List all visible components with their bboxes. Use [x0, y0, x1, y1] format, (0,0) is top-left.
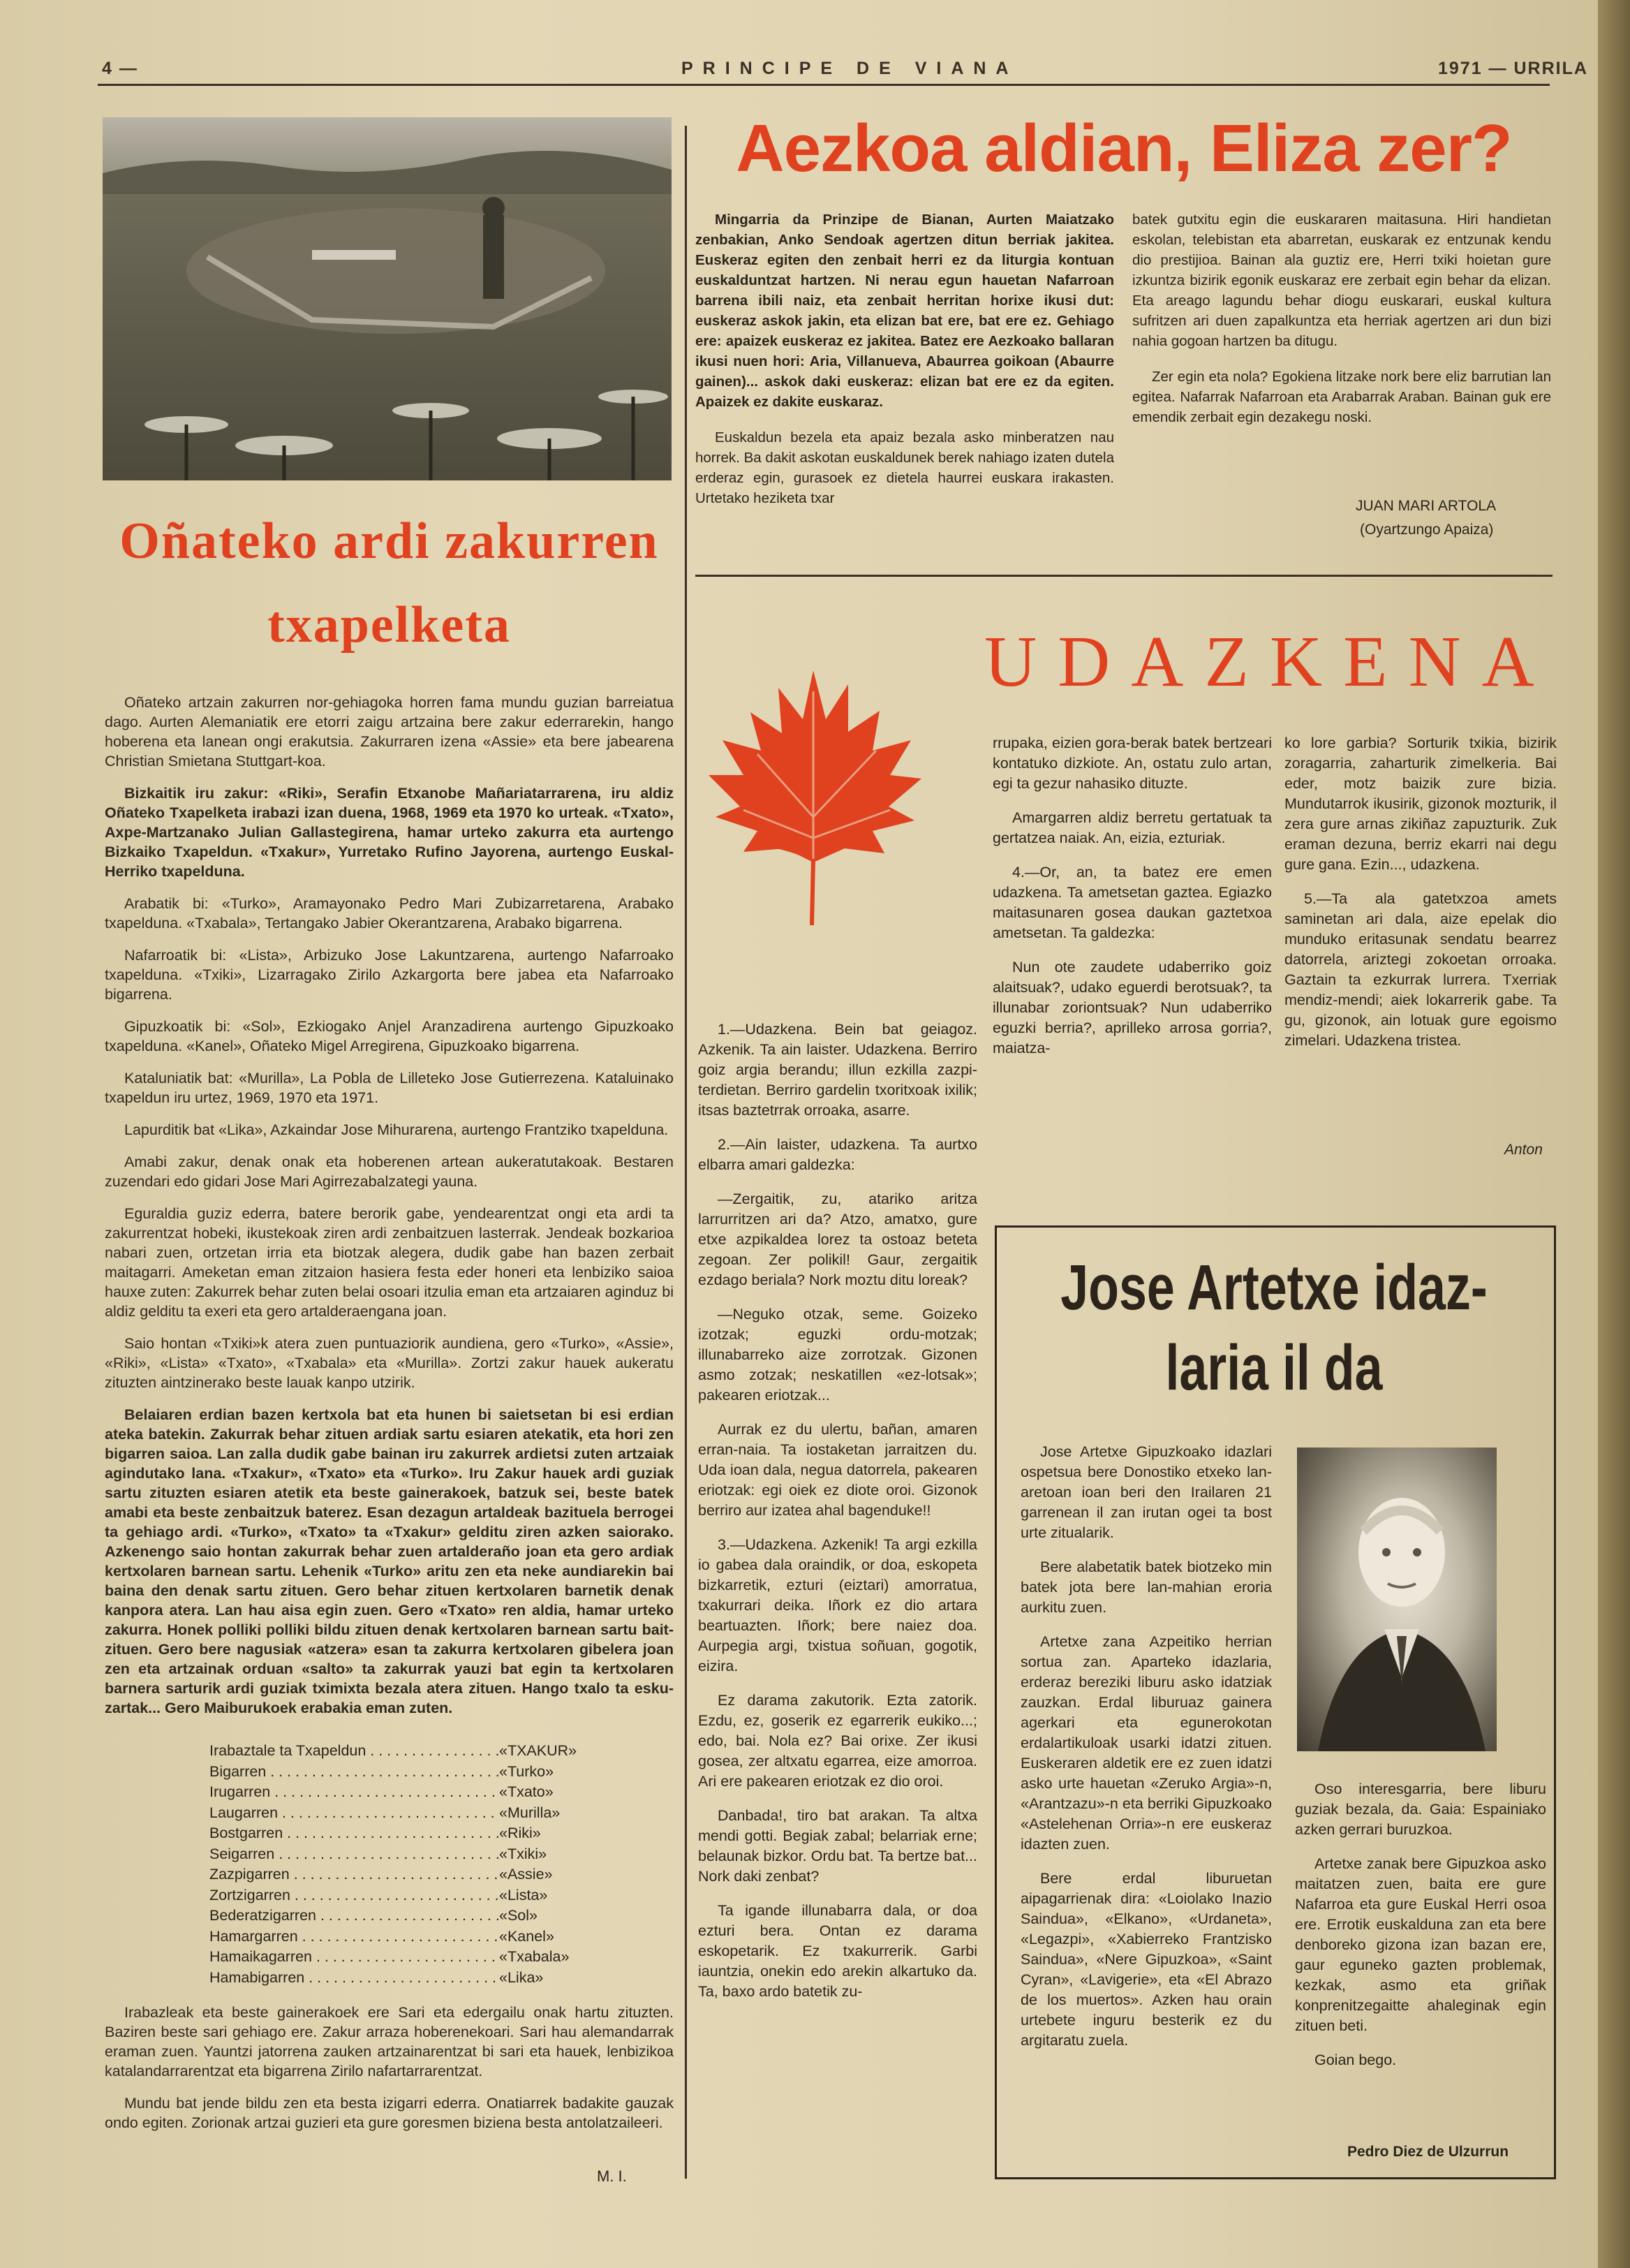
- udazkena-col1: [698, 1019, 977, 2002]
- ranking-dog: «Txiki»: [499, 1845, 547, 1862]
- aezkoa-paragraph: Zer egin eta nola? Egokiena litzake nork bere eliz barrutian lan egitea. Nafarrak Nafarroan eta Arabarrak Araban. Bainan guk ere emendik zerbait egin dezakegu noski.: [1132, 369, 1551, 425]
- sheepdog-photo: [103, 117, 672, 480]
- udazkena-paragraph: 2.—Ain laister, udazkena. Ta aurtxo elbarra amari galdezka:: [698, 1136, 977, 1173]
- udazkena-paragraph: rrupaka, eizien gora-berak batek bertzeari kontatuko dizkiote. An, ostatu zulo artan, egi ta gezur nahasiko dituzte.: [993, 735, 1272, 792]
- onate-closing-paragraph: Mundu bat jende bildu zen eta besta izigarri ederra. Onatiarrek badakite gauzak ondo egiten. Zorionak artzai guzieri eta gure goresmen biziena besta antolatzaileeri.: [105, 2095, 674, 2131]
- udazkena-paragraph: Amargarren aldiz berretu gertatuak ta gertatzea naiak. An, eizia, ezturiak.: [993, 809, 1272, 846]
- ranking-place: Bostgarren . . .: [209, 1823, 499, 1844]
- aezkoa-title: Aezkoa aldian, Eliza zer?: [736, 111, 1512, 186]
- ranking-row: [209, 1844, 642, 1865]
- ranking-dog: «Lista»: [499, 1886, 548, 1904]
- ranking-place: Seigarren . . .: [209, 1844, 499, 1865]
- page-number: 4 —: [102, 59, 138, 78]
- portrait-illustration: [1297, 1448, 1497, 1751]
- ranking-row: [209, 1762, 642, 1783]
- udazkena-paragraph: —Neguko otzak, seme. Goizeko izotzak; eguzki ordu-motzak; illunabarreko aize zorrotzak. Gizonen asmo zotzak; neskatillen «ez-lotsak»; pakearen eriotzak...: [698, 1306, 977, 1404]
- ranking-dog: «Murilla»: [499, 1804, 561, 1821]
- page-edge: [1598, 0, 1630, 2268]
- aezkoa-paragraph: batek gutxitu egin die euskararen maitasuna. Hiri handietan eskolan, telebistan eta abarretan, euskarak ez entzunak kendu dio prestijioa. Bainan ala guztiz ere, Herri txiki hoietan gure izkuntza bizirik egonik euskaraz ere zerbait egin behar da elizan. Eta areago lagundu behar diogu euskarari, euskal kultura sufritzen ari duen zapalkuntza eta herriak agertzen ari dun bizi nahia gogoan hartzen ba ditugu.: [1132, 212, 1551, 349]
- onate-paragraph: Nafarroatik bi: «Lista», Arbizuko Jose Lakuntzarena, aurtengo Nafarroako txapelduna. «Txiki», Lizarragako Zirilo Azkargorta bere jabea eta Nafarroako bigarrena.: [105, 947, 674, 1003]
- aezkoa-col2: [1132, 209, 1551, 427]
- ranking-place: Irabaztale ta Txapeldun . . .: [209, 1741, 499, 1762]
- aezkoa-author-note: (Oyartzungo Apaiza): [1360, 522, 1494, 538]
- onate-paragraph: Amabi zakur, denak onak eta hoberenen artean aukeratutakoak. Bestaren zuzendari edo gidari Jose Mari Agirrezabalzategi yauna.: [105, 1154, 674, 1190]
- ranking-place: Zortzigarren . . .: [209, 1885, 499, 1906]
- artetxe-paragraph: Oso interesgarria, bere liburu guziak bezala, da. Gaia: Espainiako azken gerrari buruzkoa.: [1295, 1781, 1546, 1838]
- ranking-dog: «TXAKUR»: [499, 1742, 577, 1759]
- ranking-place: Bederatzigarren . . .: [209, 1906, 499, 1927]
- onate-closing-paragraph: Irabazleak eta beste gainerakoek ere Sari eta edergailu onak hartu zituzten. Baziren beste sari gehiago ere. Zakur arraza hoberenekoari. Sari hau alemandarrak eraman zuen. Yauntzi jatorrena zauken artzainarentzat bi sari eta hauek, lenbizikoa katalandarrarentzat eta bigarrena Zirilo nafartarrarentzat.: [105, 2004, 674, 2079]
- ranking-dog: «Lika»: [499, 1968, 544, 1986]
- udazkena-paragraph: Danbada!, tiro bat arakan. Ta altxa mendi gotti. Begiak zabal; belarriak erne; belaunak bizkor. Ordu bat. Ta bertze bat... Nork daki zenbat?: [698, 1807, 977, 1885]
- udazkena-paragraph: Ez darama zakutorik. Ezta zatorik. Ezdu, ez, goserik ez egarrerik eukiko...; edo, bai. Nola ez? Bai orixe. Zer ikusi gosea, zer altxatu egarrea, eize amorroa. Ari ere pakearen eriotzak ez dio oroi.: [698, 1692, 977, 1790]
- ranking-table: [209, 1741, 642, 1988]
- artetxe-signature: Pedro Diez de Ulzurrun: [1347, 2144, 1509, 2160]
- aezkoa-author: JUAN MARI ARTOLA: [1356, 498, 1497, 514]
- artetxe-paragraph: Artetxe zanak bere Gipuzkoa asko maitatzen zuen, baita ere gure Nafarroa eta gure Euskal Herri osoa ere. Errotik euskalduna zan eta bere denboreko gizona izan bazan ere, gaur eguneko gazten problemak, kezkak, asmo eta griñak konprenitzegaitte ahaleginak egin zituen beti.: [1295, 1855, 1546, 2034]
- ranking-place: Zazpigarren . . .: [209, 1864, 499, 1885]
- onate-paragraph: Eguraldia guziz ederra, batere berorik gabe, yendearentzat ongi eta ardi ta zakurrentzat hobeki, ikustekoak ziren ardi zenbaitzuen lasterrak. Jendeak bozkarioa nabari zuen, ortzetan irria eta biotzak alegera, dudik gabe han bazen zerbait maitagarri. Ameketan eman zitzaion hasiera festa eder honeri eta lenbiziko saioa hauxe zuten: Zakurrek behar zuten belai osoari itzulia eman eta artzaiaren aginduz bi aldiz gelditu ta exeri eta gero artalderaengana joan.: [105, 1205, 674, 1320]
- ranking-row: [209, 1823, 642, 1844]
- artetxe-col1: [1021, 1442, 1272, 2051]
- udazkena-signature: Anton: [1504, 1142, 1543, 1158]
- onate-title-line1: Oñateko ardi zakurren: [119, 513, 659, 570]
- ranking-dog: «Assie»: [499, 1866, 553, 1883]
- ranking-row: [209, 1885, 642, 1906]
- onate-signature: M. I.: [597, 2167, 627, 2185]
- udazkena-paragraph: Nun ote zaudete udaberriko goiz alaitsuak?, udako eguerdi berotsuak?, ta illunabar zoriontsuak? Nun udaberriko eguzki berria?, aprilleko arrosa gorria?, maiatza-: [993, 959, 1272, 1056]
- onate-title-line2: txapelketa: [267, 596, 511, 654]
- aezkoa-bottom-rule: [695, 575, 1553, 577]
- ranking-dog: «Sol»: [499, 1907, 538, 1924]
- artetxe-paragraph: Goian bego.: [1314, 2052, 1397, 2068]
- aezkoa-col1: [695, 209, 1114, 508]
- udazkena-title: UDAZKENA: [984, 621, 1555, 702]
- onate-closing: [105, 2003, 674, 2145]
- ranking-place: Laugarren . . .: [209, 1803, 499, 1824]
- aezkoa-paragraph: Euskaldun bezela eta apaiz bezala asko minberatzen nau horrek. Ba dakit askotan euskaldunek berek nahiago izaten dutela erderaz egin, gurasoek ez dietela haurrei euskara irakasten. Urtetako heziketa txar: [695, 429, 1114, 506]
- udazkena-paragraph: 1.—Udazkena. Bein bat geiagoz. Azkenik. Ta ain laister. Udazkena. Berriro goiz argia berandu; illun ezkilla zazpi-terdietan. Berriro gardelin txoritxoak ixilik; itsas baztetrrak orroaka, asarre.: [698, 1021, 977, 1119]
- onate-paragraph: Saio hontan «Txiki»k atera zuen puntuaziorik aundiena, gero «Turko», «Assie», «Riki», «Lista» «Txato», «Txabala» eta «Murilla». Zortzi zakur hauek aukeratu zituzten aintzinerako beste lauak kanpo utzirik.: [105, 1335, 674, 1391]
- ranking-row: [209, 1968, 642, 1989]
- onate-paragraph: Oñateko artzain zakurren nor-gehiagoka horren fama mundu guzian barreiatua dago. Aurten Alemaniatik ere etorri zaigu artzaina bere zakur ederrarekin, hango hoberena eta lanean ongi erakutsia. Zakurraren izena «Assie» eta bere jabearena Christian Smietana Stuttgart-koa.: [105, 694, 674, 770]
- udazkena-paragraph: Aurrak ez du ulertu, bañan, amaren erran-naia. Ta iostaketan jarraitzen du. Uda ioan dala, negua datorrela, pakearen eriotzak: egi oiek ez diote oroi. Gizonok berriro aur izatea ahal bagenduke!!: [698, 1421, 977, 1519]
- ranking-place: Irugarren . . .: [209, 1782, 499, 1803]
- artetxe-paragraph: Artetxe zana Azpeitiko herrian sortua zan. Aparteko idazlaria, erderaz bereziki liburu asko idatziak zauzkan. Erdal liburuaz gainera agerkari eta egunerokotan erdalartikuloak usarki idatzi zituen. Euskeraren aldetik ere ez zuen idatzi asko urte hauetan «Zeruko Argia»-n, «Arantzazu»-n eta berriki Gipuzkoako «Astelehenan Orria»-n ere euskeraz idazten zuen.: [1021, 1633, 1272, 1853]
- artetxe-portrait: [1297, 1448, 1497, 1751]
- ranking-dog: «Riki»: [499, 1825, 541, 1841]
- udazkena-paragraph: Ta igande illunabarra dala, or doa ezturi bera. Ontan ez darama eskopetarik. Ez txakurrerik. Garbi iauntzia, onekin edo arekin alkartuko da. Ta, baxo ardo batetik zu-: [698, 1902, 977, 2000]
- udazkena-paragraph: 4.—Or, an, ta batez ere emen udazkena. Ta ametsetan gaztea. Egiazko maitasunaren gosea daukan gaztetxoa ametsetan. Ta galdezka:: [993, 864, 1272, 941]
- udazkena-col3: [1284, 733, 1557, 1051]
- onate-paragraph: Bizkaitik iru zakur: «Riki», Serafin Etxanobe Mañariatarrarena, iru aldiz Oñateko Txapelketa irabazi izan duena, 1968, 1969 eta 1970 ko urteak. «Txato», Axpe-Martzanako Julian Gallastegirena, hamar urteko zakurra eta aurtengo Bizkaiko Txapeldun. «Txakur», Yurretako Rufino Jayorena, aurtengo Euskal-Herriko txapelduna.: [105, 785, 674, 880]
- artetxe-paragraph: Jose Artetxe Gipuzkoako idazlari ospetsua bere Donostiko etxeko lan-aretoan ioan beri den Irailaren 21 garrenean il zan irutan ogei ta bost urte zitualarik.: [1021, 1443, 1272, 1541]
- ranking-place: Hamabigarren . . .: [209, 1968, 499, 1989]
- ranking-row: [209, 1803, 642, 1824]
- artetxe-title-line1: Jose Artetxe idaz-: [1060, 1252, 1488, 1323]
- ranking-row: [209, 1906, 642, 1927]
- udazkena-paragraph: ko lore garbia? Sorturik txikia, bizirik zoragarria, zaharturik zimelkeria. Bai eder, motz baizik zure bizia. Mundutarrok ikusirik, gizonok mozturik, il zera gure arnas zikiñaz zapuzturik. Zuk eraman dezuna, berriz ekarri nai degu gure gana. Ezin..., udazkena.: [1284, 735, 1557, 873]
- udazkena-paragraph: 5.—Ta ala gatetxzoa amets saminetan ari dala, aize epelak dio munduko eritasunak sendatu bearrez datorrela, ariztegi zokoetan orroaka. Gaztain ta ezkurrak lurrera. Txerriak mendiz-mendi; aiek lokarrerik gabe. Ta gu, gizonok, ain lotuak gure egoismo zimelari. Udazkena tristea.: [1284, 890, 1557, 1049]
- artetxe-title-line2: laria il da: [1165, 1332, 1383, 1404]
- udazkena-col2: [993, 733, 1272, 1059]
- ranking-header-row: [209, 1741, 642, 1762]
- ranking-place: Bigarren . . .: [209, 1762, 499, 1783]
- ranking-row: [209, 1947, 642, 1968]
- onate-paragraph: Kataluniatik bat: «Murilla», La Pobla de Lilleteko Jose Gutierrezena. Kataluinako txapeldun iru urtez, 1969, 1970 eta 1971.: [105, 1070, 674, 1106]
- publication-name: PRINCIPE DE VIANA: [681, 59, 1018, 78]
- ranking-row: [209, 1864, 642, 1885]
- ranking-dog: «Txato»: [499, 1783, 554, 1800]
- ranking-place: Hamargarren . . .: [209, 1927, 499, 1947]
- onate-article-body: [105, 693, 674, 1730]
- ranking-dog: «Kanel»: [499, 1927, 554, 1945]
- ranking-dog: «Txabala»: [499, 1948, 570, 1965]
- artetxe-paragraph: Bere alabetatik batek biotzeko min batek jota bere lan-mahian eroria aurkitu zuen.: [1021, 1559, 1272, 1616]
- ranking-dog: «Turko»: [499, 1762, 554, 1780]
- ranking-place: Hamaikagarren . . .: [209, 1947, 499, 1968]
- onate-paragraph: Gipuzkoatik bi: «Sol», Ezkiogako Anjel Aranzadirena aurtengo Gipuzkoako txapelduna. «Kanel», Oñateko Migel Arregirena, Gipuzkoako bigarrena.: [105, 1018, 674, 1054]
- artetxe-paragraph: Bere erdal liburuetan aipagarrienak dira: «Loiolako Inazio Saindua», «Elkano», «Urdaneta», «Legazpi», «Xabierreko Frantzisko Saindua», «Nere Gipuzkoa», «Saint Cyran», «Lavigerie», eta «El Abrazo de los muertos». Azken hau orain urtebete inguru besterik ez du argitaratu zuela.: [1021, 1870, 1272, 2049]
- maple-leaf-illustration: [702, 608, 925, 936]
- ranking-row: [209, 1782, 642, 1803]
- udazkena-paragraph: —Zergaitik, zu, atariko aritza larrurritzen ari da? Atzo, amatxo, gure etxe azpikaldea lorez ta ostoaz beteta zegoan. Zer polikil! Gaur, zergaitik ezdago beriala? Nork moztu ditu loreak?: [698, 1191, 977, 1288]
- onate-paragraph: Lapurditik bat «Lika», Azkaindar Jose Mihurarena, aurtengo Frantziko txapelduna.: [124, 1121, 669, 1138]
- aezkoa-paragraph: Mingarria da Prinzipe de Bianan, Aurten Maiatzako zenbakian, Anko Sendoak agertzen ditun berriak jakitea. Euskeraz egiten den zenbait herri ez da liturgia kontuan euskalduntzat hartzen. Ni nerau egun hauetan Nafarroan barrena ibili naiz, eta zenbait herritan horixe ikusi dut: euskeraz askok jakin, eta elizan bat ere, bat ere ez. Gehiago ere: apaizek euskeraz ez jakitea. Batez ere Aezkoako ballaran ikusi nuen hori: Aria, Villanueva, Abaurrea goikoan (Abaurre gainen)... askok daki euskeraz: elizan bat ere ez da egiten. Apaizek ez dakite euskaraz.: [695, 212, 1114, 410]
- column-rule-left: [685, 126, 687, 2179]
- artetxe-col2: [1295, 1779, 1546, 2070]
- onate-paragraph: Belaiaren erdian bazen kertxola bat eta hunen bi saietsetan bi esi erdian ateka batekin. Zakurrak behar zituen ardiak sartu esiaren atekatik, eta hori zen bigarren saioa. Lan zalla dudik gabe bainan iru zakurrek ardietsi zuten artzaiak agindutako lana. «Txakur», «Txato» eta «Turko». Iru Zakur hauek ardi guziak sartu zituzten esiaren atetik eta beste gainerakoek, batzuk sei, beste batek amabi eta beste zenbaitzuk baterez. Esan dezagun artaldeak bazituela berrogei ta gehiago ardi. «Turko», «Txato» ta «Txakur» gelditu ziren azken saiorako. Azkenengo saio hontan zakurrak behar zuen artalderaño joan eta gero ardiak kertxolaren barnean sartu. Lehenik «Turko» aritu zen eta neke aundiarekin bai baina den denak sartu zituen. Gero behar zituen kertxolaren barnetik denak kanpora atera. Lan hau aisa egin zuen. Gero «Txato» ren aldia, hamar urteko zakurra. Honek polliki polliki bildu zituen denak kertxolaren barnean sartu bait-zituen. Gero bere nagusiak «atzera» esan ta zakurra kertxolaren gibelera joan zen eta artzainak orduan «salto» ta zakurrak yauzi bat egin ta kertxolaren barnera sarturik ardi guziak tximixta bezala atera zituen. Hango txalo ta esku-zartak... Gero Maiburukoek erabakia eman zuten.: [105, 1406, 674, 1716]
- photo-illustration: [103, 117, 672, 480]
- issue-date: 1971 — URRILA: [1438, 59, 1588, 78]
- ranking-row: [209, 1927, 642, 1947]
- header-rule: [98, 84, 1550, 86]
- udazkena-paragraph: 3.—Udazkena. Azkenik! Ta argi ezkilla io gabea dala oraindik, or doa, eskopeta bizkarretik, ezturi (eiztari) amorratua, txakurrari deika. Iñork ez dio artara beartuazten. Iñork; bere naiez doa. Aurpegia argi, txistua soñuan, gogotik, eizira.: [698, 1536, 977, 1674]
- onate-paragraph: Arabatik bi: «Turko», Aramayonako Pedro Mari Zubizarretarena, Arabako txapelduna. «Txabala», Tertangako Jabier Okerantzarena, Arabako bigarrena.: [105, 895, 674, 932]
